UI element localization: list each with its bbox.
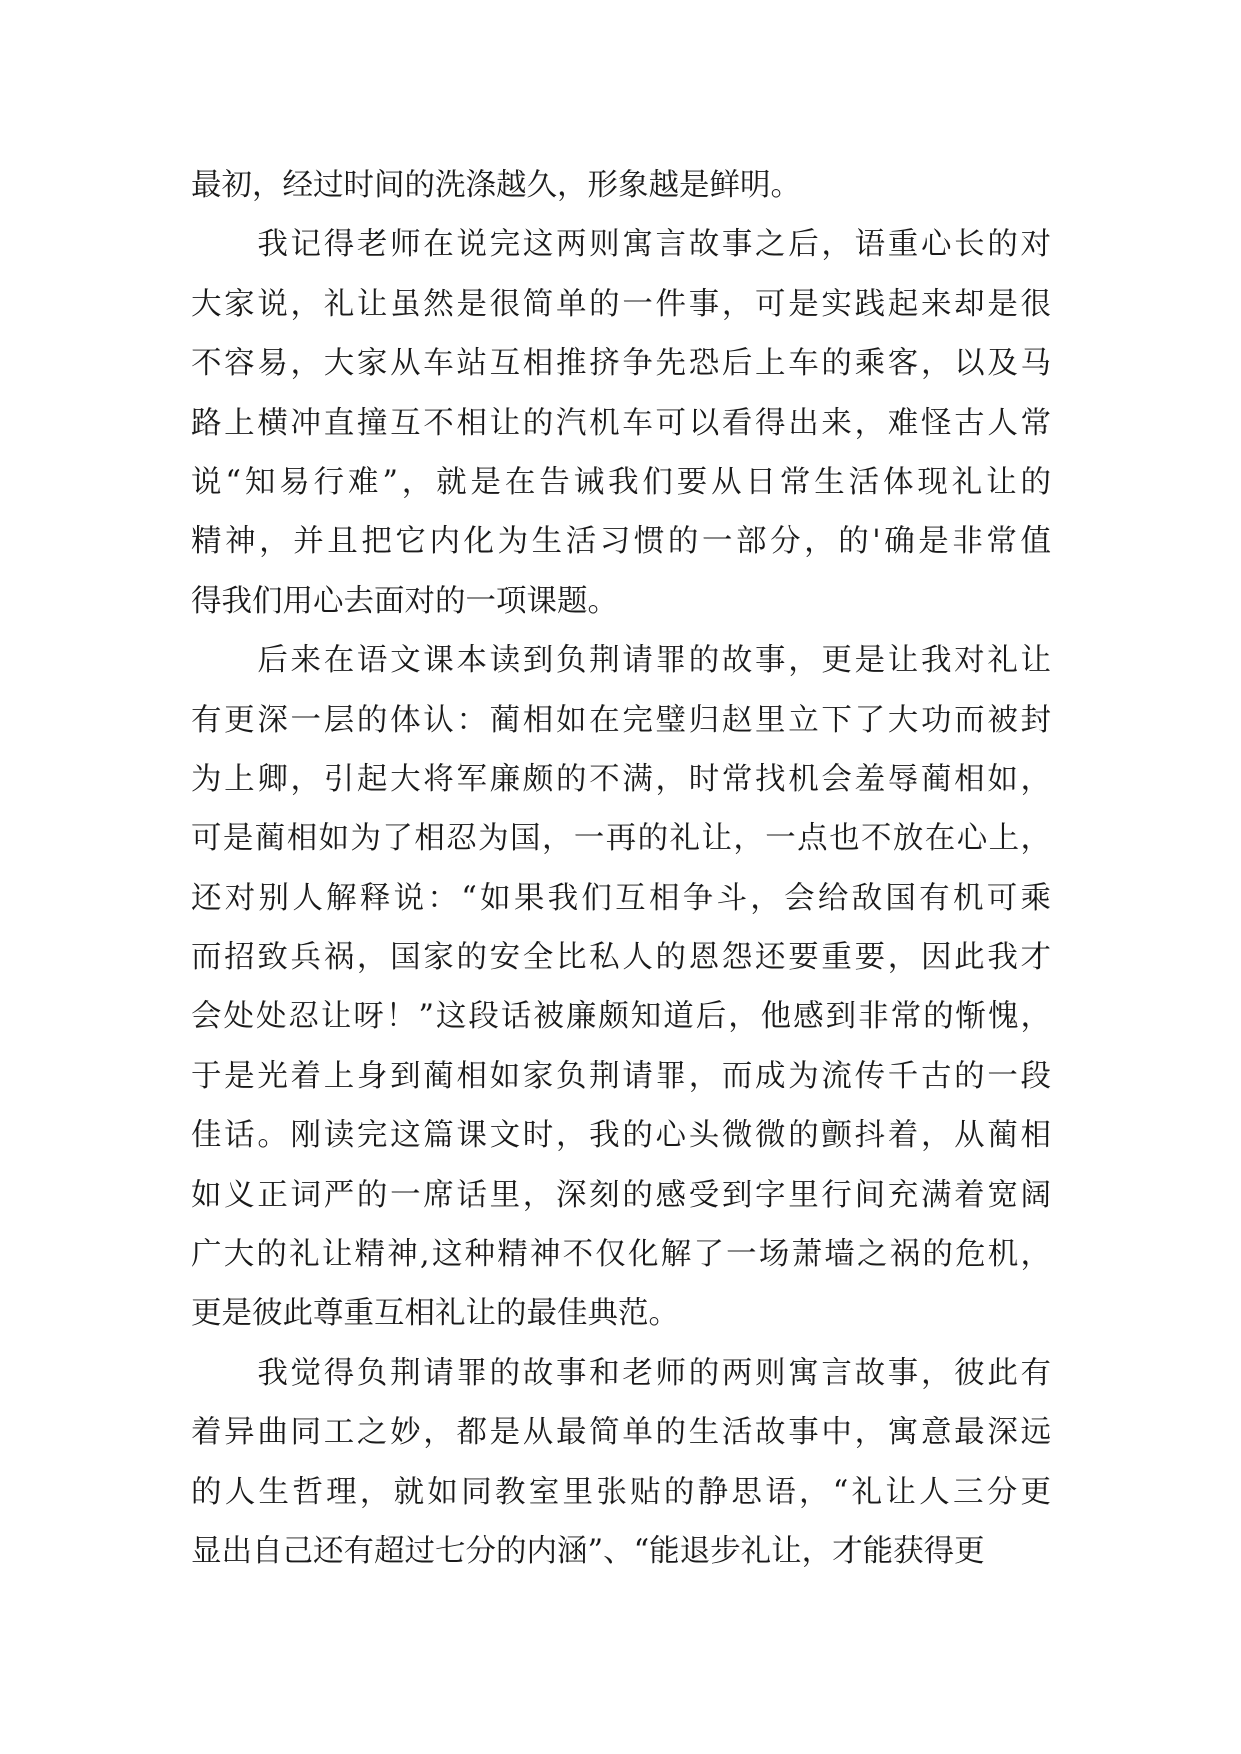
text-line: 精神，并且把它内化为生活习惯的一部分，的'确是非常值 (191, 524, 1051, 560)
text-line: 的人生哲理，就如同教室里张贴的静思语，“礼让人三分更 (191, 1474, 1051, 1510)
text-line: 说“知易行难”，就是在告诫我们要从日常生活体现礼让的 (191, 464, 1051, 500)
text-line: 更是彼此尊重互相礼让的最佳典范。 (191, 1296, 679, 1332)
text-line: 为上卿，引起大将军廉颇的不满，时常找机会羞辱蔺相如， (191, 761, 1051, 797)
text-line: 路上横冲直撞互不相让的汽机车可以看得出来，难怪古人常 (191, 405, 1051, 441)
text-line: 得我们用心去面对的一项课题。 (191, 583, 618, 619)
text-line: 最初，经过时间的洗涤越久，形象越是鲜明。 (191, 168, 801, 203)
body-text (191, 156, 1051, 1581)
text-line: 会处处忍让呀！”这段话被廉颇知道后，他感到非常的惭愧， (191, 999, 1051, 1035)
text-line: 我觉得负荆请罪的故事和老师的两则寓言故事，彼此有 (191, 1355, 1051, 1391)
text-line: 着异曲同工之妙，都是从最简单的生活故事中，寓意最深远 (191, 1415, 1051, 1451)
text-line: 显出自己还有超过七分的内涵”、“能退步礼让，才能获得更 (191, 1533, 985, 1569)
text-line: 佳话。刚读完这篇课文时，我的心头微微的颤抖着，从蔺相 (191, 1118, 1051, 1154)
text-line: 我记得老师在说完这两则寓言故事之后，语重心长的对 (191, 227, 1051, 263)
text-line: 还对别人解释说：“如果我们互相争斗，会给敌国有机可乘 (191, 880, 1051, 916)
text-line: 于是光着上身到蔺相如家负荆请罪，而成为流传千古的一段 (191, 1058, 1051, 1094)
text-line: 大家说，礼让虽然是很简单的一件事，可是实践起来却是很 (191, 286, 1051, 322)
text-line: 广大的礼让精神,这种精神不仅化解了一场萧墙之祸的危机， (191, 1237, 1051, 1273)
text-line: 可是蔺相如为了相忍为国，一再的礼让，一点也不放在心上， (191, 821, 1051, 857)
text-line: 有更深一层的体认：蔺相如在完璧归赵里立下了大功而被封 (191, 702, 1051, 738)
text-line: 后来在语文课本读到负荆请罪的故事，更是让我对礼让 (191, 643, 1051, 679)
text-line: 而招致兵祸，国家的安全比私人的恩怨还要重要，因此我才 (191, 940, 1051, 976)
text-line: 不容易，大家从车站互相推挤争先恐后上车的乘客，以及马 (191, 346, 1051, 382)
text-line: 如义正词严的一席话里，深刻的感受到字里行间充满着宽阔 (191, 1177, 1051, 1213)
